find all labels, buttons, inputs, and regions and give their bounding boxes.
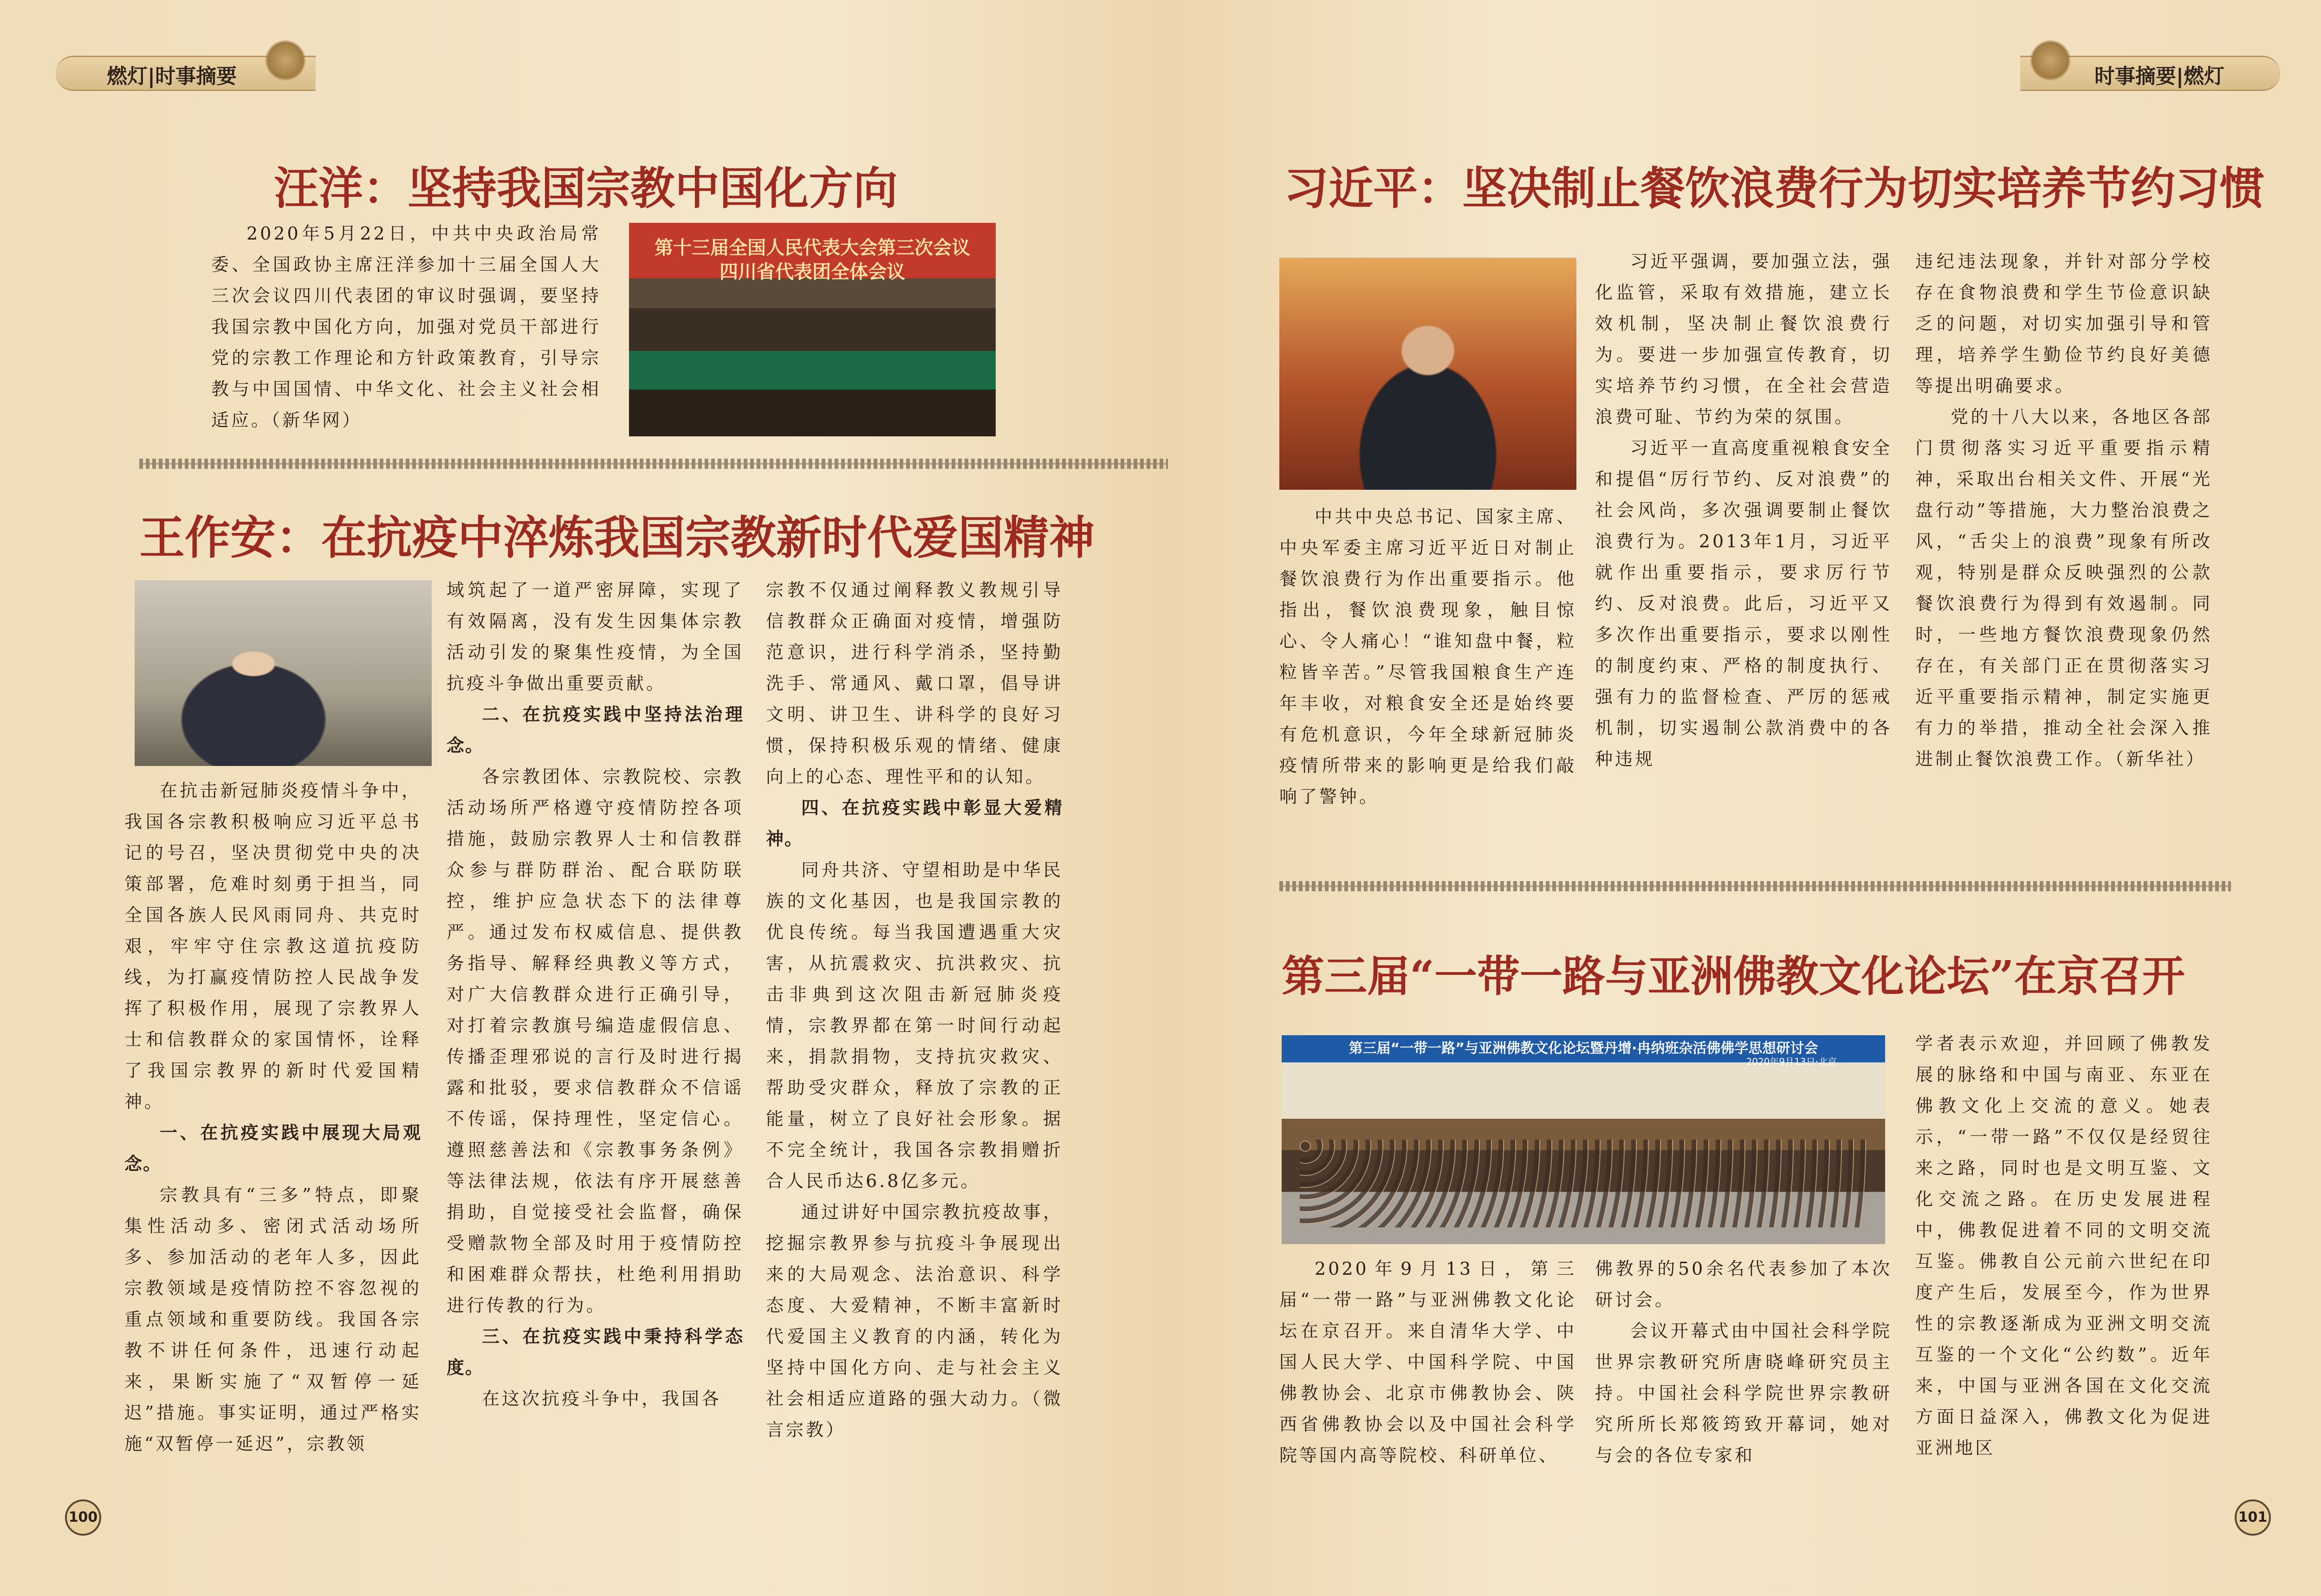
- subheading: 一、在抗疫实践中展现大局观念。: [124, 1122, 421, 1174]
- subheading: 二、在抗疫实践中坚持法治理念。: [447, 704, 744, 756]
- article-title-belt-road-forum: 第三届“一带一路与亚洲佛教文化论坛”在京召开: [1282, 951, 2185, 1001]
- paragraph: 域筑起了一道严密屏障，实现了有效隔离，没有发生因集体宗教活动引发的聚集性疫情，为全国抗疫斗争做出重要贡献。: [447, 580, 744, 694]
- paragraph: 学者表示欢迎，并回顾了佛教发展的脉络和中国与南亚、东亚在佛教文化上交流的意义。她表示，“一带一路”不仅仅是经贸往来之路，同时也是文明互鉴、文化交流之路。在历史发展进程中，佛教促进着不同的文明交流互鉴。佛教自公元前六世纪在印度产生后，发展至今，作为世界性的宗教逐渐成为亚洲文明交流互鉴的一个文化“公约数”。近年来，中国与亚洲各国在文化交流方面日益深入，佛教文化为促进亚洲地区: [1915, 1033, 2212, 1458]
- paragraph: 各宗教团体、宗教院校、宗教活动场所严格遵守疫情防控各项措施，鼓励宗教界人士和信教群众参与群防群治、配合联防联控，维护应急状态下的法律尊严。通过发布权威信息、提供教务指导、解释经典教义等方式，对广大信教群众进行正确引导，对打着宗教旗号编造虚假信息、传播歪理邪说的言行及时进行揭露和批驳，要求信教群众不信谣不传谣，保持理性，坚定信心。遵照慈善法和《宗教事务条例》等法律法规，依法有序开展慈善捐助，自觉接受社会监督，确保受赠款物全部及时用于疫情防控和困难群众帮扶，杜绝利用捐助进行传教的行为。: [447, 766, 744, 1316]
- article-forum-col1: [1279, 1253, 1576, 1495]
- paragraph: 违纪违法现象，并针对部分学校存在食物浪费和学生节俭意识缺乏的问题，对切实加强引导和管理，培养学生勤俭节约良好美德等提出明确要求。: [1915, 251, 2212, 396]
- subheading: 四、在抗疫实践中彰显大爱精神。: [766, 798, 1063, 849]
- article-title-wangzuoan: 王作安：在抗疫中淬炼我国宗教新时代爱国精神: [139, 511, 1095, 564]
- photo-date-text: 2020年9月13日·北京: [1746, 1056, 1837, 1067]
- photo-sichuan-delegation-meeting: [629, 223, 996, 436]
- paragraph: 佛教界的50余名代表参加了本次研讨会。: [1595, 1259, 1892, 1310]
- section-divider: [1279, 881, 2231, 891]
- article-wangzuoan-col1: [124, 775, 421, 1490]
- lotus-ornament-icon: [265, 39, 306, 81]
- article-forum-col2: [1595, 1253, 1892, 1495]
- paragraph: 在这次抗疫斗争中，我国各: [482, 1388, 722, 1409]
- paragraph: 通过讲好中国宗教抗疫故事，挖掘宗教界参与抗疫斗争展现出来的大局观念、法治意识、科学态度、大爱精神，不断丰富新时代爱国主义教育的内涵，转化为坚持中国化方向、走与社会主义社会相适应道路的强大动力。（微言宗教）: [766, 1202, 1063, 1440]
- article-wangzuoan-col3: [766, 575, 1063, 1490]
- paragraph: 宗教具有“三多”特点，即聚集性活动多、密闭式活动场所多、参加活动的老年人多，因此宗教领域是疫情防控不容忽视的重点领域和重要防线。我国各宗教不讲任何条件，迅速行动起来，果断实施了“双暂停一延迟”措施。事实证明，通过严格实施“双暂停一延迟”，宗教领: [124, 1185, 421, 1454]
- paragraph: 同舟共济、守望相助是中华民族的文化基因，也是我国宗教的优良传统。每当我国遭遇重大灾害，从抗震救灾、抗洪救灾、抗击非典到这次阻击新冠肺炎疫情，宗教界都在第一时间行动起来，捐款捐物，支持抗灾救灾、帮助受灾群众，释放了宗教的正能量，树立了良好社会形象。据不完全统计，我国各宗教捐赠折合人民币达6.8亿多元。: [766, 860, 1063, 1191]
- photo-banner-text: 第十三届全国人民代表大会第三次会议 四川省代表团全体会议: [655, 237, 970, 283]
- article-wangzuoan-col2: [447, 575, 744, 1490]
- section-header: 时事摘要|燃灯: [2094, 65, 2224, 88]
- paragraph: 在抗击新冠肺炎疫情斗争中，我国各宗教积极响应习近平总书记的号召，坚决贯彻党中央的决策部署，危难时刻勇于担当，同全国各族人民风雨同舟、共克时艰，牢牢守住宗教这道抗疫防线，为打赢疫情防控人民战争发挥了积极作用，展现了宗教界人士和信教群众的家国情怀，诠释了我国宗教界的新时代爱国精神。: [124, 780, 421, 1112]
- page-number: 101: [2235, 1499, 2271, 1536]
- section-header: 燃灯|时事摘要: [107, 65, 237, 88]
- section-divider: [139, 459, 1168, 469]
- right-page: [1168, 0, 2321, 1596]
- article-xi-col2: [1595, 246, 1892, 831]
- photo-banner-text: 第三届“一带一路”与亚洲佛教文化论坛暨丹增·冉纳班杂活佛佛学思想研讨会: [1349, 1040, 1818, 1057]
- paragraph: 党的十八大以来，各地区各部门贯彻落实习近平重要指示精神，采取出台相关文件、开展“光盘行动”等措施，大力整治浪费之风，“舌尖上的浪费”现象有所改观，特别是群众反映强烈的公款餐饮浪费行为得到有效遏制。同时，一些地方餐饮浪费现象仍然存在，有关部门正在贯彻落实习近平重要指示精神，制定实施更有力的举措，推动全社会深入推进制止餐饮浪费工作。（新华社）: [1915, 407, 2212, 769]
- paragraph: 习近平一直高度重视粮食安全和提倡“厉行节约、反对浪费”的社会风尚，多次强调要制止餐饮浪费行为。2013年1月，习近平就作出重要指示，要求厉行节约、反对浪费。此后，习近平又多次作出重要指示，要求以刚性的制度约束、严格的制度执行、强有力的监督检查、严厉的惩戒机制，切实遏制公款消费中的各种违规: [1595, 438, 1892, 769]
- crowd-illustration: [1300, 1140, 1867, 1227]
- subheading: 三、在抗疫实践中秉持科学态度。: [447, 1326, 744, 1378]
- paragraph: 2020年9月13日，第三届“一带一路”与亚洲佛教文化论坛在京召开。来自清华大学、中国人民大学、中国科学院、中国佛教协会、北京市佛教协会、陕西省佛教协会以及中国社会科学院等国内高等院校、科研单位、: [1279, 1259, 1576, 1466]
- paragraph: 中共中央总书记、国家主席、中央军委主席习近平近日对制止餐饮浪费行为作出重要指示。他指出，餐饮浪费现象，触目惊心、令人痛心！“谁知盘中餐，粒粒皆辛苦。”尽管我国粮食生产连年丰收，对粮食安全还是始终要有危机意识，今年全球新冠肺炎疫情所带来的影响更是给我们敲响了警钟。: [1279, 506, 1576, 807]
- article-xi-col3: [1915, 246, 2212, 831]
- paragraph: 会议开幕式由中国社会科学院世界宗教研究所唐晓峰研究员主持。中国社会科学院世界宗教研究所所长郑筱筠致开幕词，她对与会的各位专家和: [1595, 1321, 1892, 1466]
- article-title-wangyang: 汪洋：坚持我国宗教中国化方向: [274, 162, 898, 214]
- paragraph: 习近平强调，要加强立法，强化监管，采取有效措施，建立长效机制，坚决制止餐饮浪费行为。要进一步加强宣传教育，切实培养节约习惯，在全社会营造浪费可耻、节约为荣的氛围。: [1595, 251, 1892, 427]
- paragraph: 2020年5月22日，中共中央政治局常委、全国政协主席汪洋参加十三届全国人大三次会议四川代表团的审议时强调，要坚持我国宗教中国化方向，加强对党员干部进行党的宗教工作理论和方针政策教育，引导宗教与中国国情、中华文化、社会主义社会相适应。（新华网）: [211, 223, 601, 430]
- photo-xi-jinping: [1279, 258, 1576, 490]
- article-xi-col1: [1279, 501, 1576, 826]
- article-title-xijinping: 习近平：坚决制止餐饮浪费行为切实培养节约习惯: [1284, 162, 2264, 214]
- article-wangyang-body: [211, 218, 601, 436]
- photo-wang-zuoan: [135, 580, 432, 766]
- article-forum-col3: [1915, 1028, 2212, 1495]
- photo-forum-group: [1282, 1035, 1885, 1244]
- page-number: 100: [65, 1499, 101, 1536]
- lotus-ornament-icon: [2029, 39, 2071, 81]
- paragraph: 宗教不仅通过阐释教义教规引导信教群众正确面对疫情，增强防范意识，进行科学消杀，坚持勤洗手、常通风、戴口罩，倡导讲文明、讲卫生、讲科学的良好习惯，保持积极乐观的情绪、健康向上的心态、理性平和的认知。: [766, 580, 1063, 787]
